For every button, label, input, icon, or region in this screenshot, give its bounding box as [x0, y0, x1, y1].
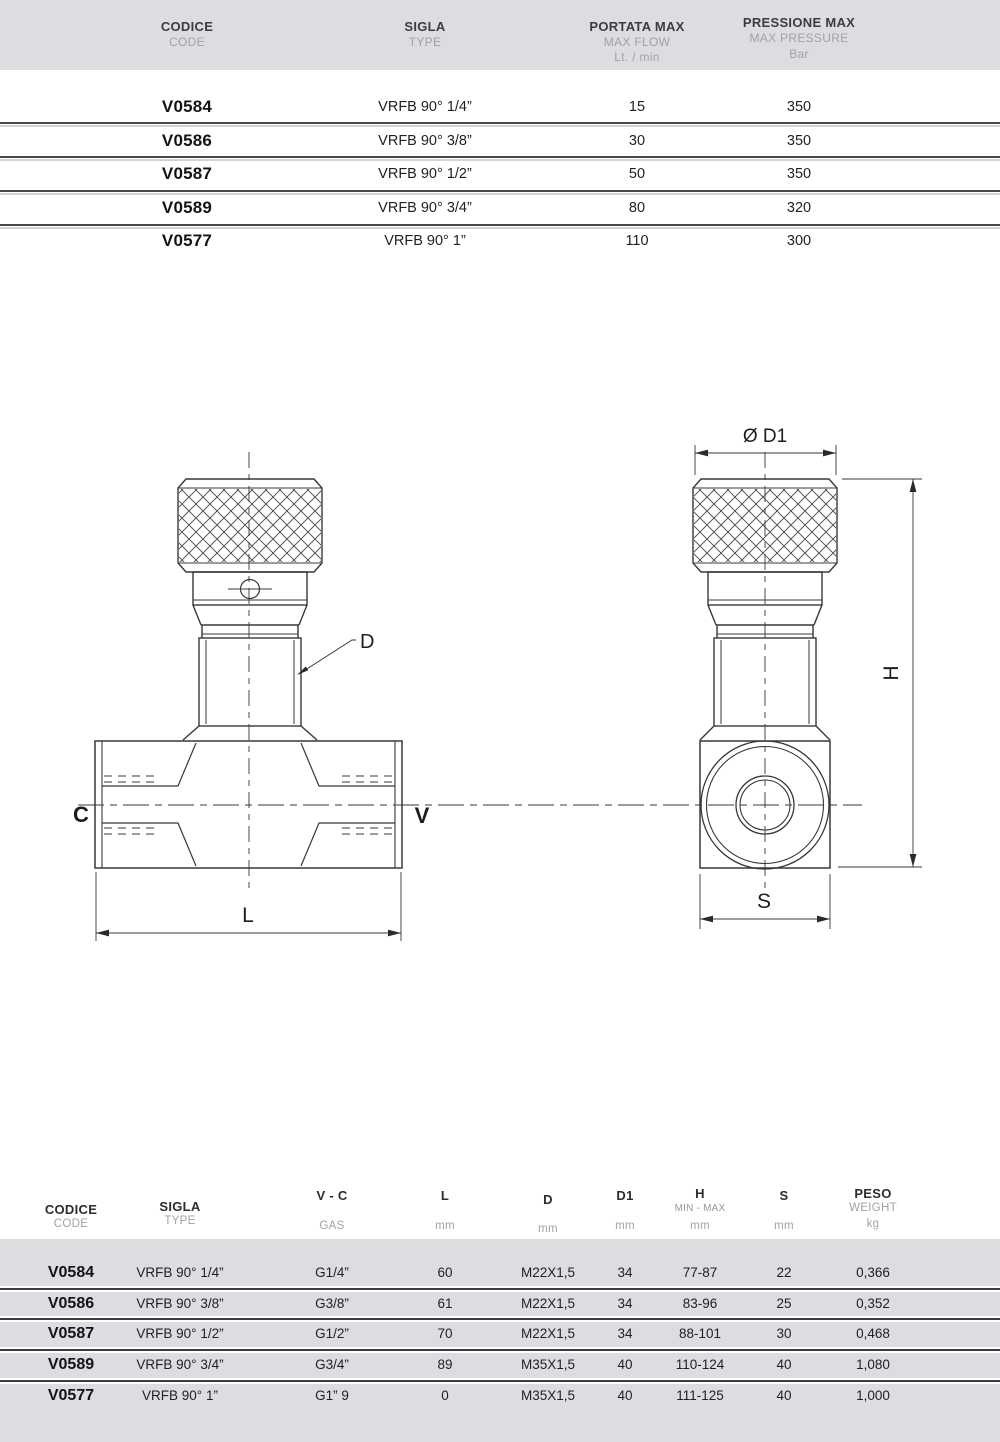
- gas-cell: G3/8”: [315, 1296, 349, 1311]
- bcol-h-mm: mm: [690, 1220, 710, 1232]
- d-cell: M22X1,5: [520, 1326, 576, 1341]
- type-cell: VRFB 90° 1/2”: [136, 1326, 224, 1341]
- h-cell: 110-124: [675, 1357, 725, 1372]
- row-separator-line: [0, 1349, 1000, 1351]
- h-cell: 88-101: [678, 1326, 722, 1341]
- d1-cell: 34: [617, 1296, 633, 1311]
- table-row: [0, 231, 1000, 251]
- col-header-pressione: PRESSIONE MAX: [742, 15, 856, 30]
- pressure-cell: 350: [786, 99, 812, 115]
- weight-cell: 1,080: [856, 1357, 890, 1372]
- d1-cell: 34: [617, 1265, 633, 1280]
- pressure-cell: 350: [786, 133, 812, 149]
- type-cell: VRFB 90° 3/4”: [378, 200, 472, 216]
- type-cell: VRFB 90° 1”: [384, 233, 466, 249]
- type-cell: VRFB 90° 3/8”: [378, 133, 472, 149]
- h-cell: 111-125: [676, 1388, 724, 1403]
- dim-label-l: L: [242, 904, 254, 927]
- code-cell: V0584: [47, 1264, 95, 1281]
- table-row: [0, 198, 1000, 218]
- code-cell: V0586: [47, 1295, 95, 1312]
- h-cell: 77-87: [682, 1265, 718, 1280]
- d1-cell: 34: [617, 1326, 633, 1341]
- flow-cell: 50: [628, 166, 646, 182]
- bcol-type: TYPE: [164, 1215, 196, 1227]
- dim-label-d1: Ø D1: [742, 426, 788, 447]
- l-cell: 0: [441, 1388, 449, 1403]
- bcol-d1-mm: mm: [615, 1220, 635, 1232]
- top-table-header-band: [0, 0, 1000, 70]
- type-cell: VRFB 90° 1/2”: [378, 166, 472, 182]
- dim-label-s: S: [756, 890, 772, 913]
- code-cell: V0584: [161, 97, 213, 116]
- bcol-code: CODE: [53, 1218, 89, 1230]
- bcol-l: L: [440, 1188, 450, 1203]
- dim-label-h: H: [880, 665, 903, 681]
- code-cell: V0589: [47, 1356, 95, 1373]
- d-cell: M35X1,5: [520, 1357, 576, 1372]
- pressure-cell: 300: [786, 233, 812, 249]
- code-cell: V0587: [47, 1325, 95, 1342]
- l-cell: 60: [437, 1265, 453, 1280]
- bcol-h-minmax: MIN - MAX: [674, 1203, 726, 1214]
- s-cell: 22: [776, 1265, 792, 1280]
- table-row: [0, 164, 1000, 184]
- pressure-cell: 350: [786, 166, 812, 182]
- h-cell: 83-96: [682, 1296, 718, 1311]
- type-cell: VRFB 90° 3/8”: [136, 1296, 224, 1311]
- type-cell: VRFB 90° 1/4”: [136, 1265, 224, 1280]
- col-header-portata: PORTATA MAX: [589, 19, 685, 34]
- bcol-d: D: [543, 1192, 553, 1207]
- col-header-codice: CODICE: [160, 19, 214, 34]
- d-cell: M35X1,5: [520, 1388, 576, 1403]
- pressure-cell: 320: [786, 200, 812, 216]
- bcol-peso: PESO: [854, 1186, 892, 1201]
- type-cell: VRFB 90° 3/4”: [136, 1357, 224, 1372]
- port-label-c: C: [73, 802, 89, 827]
- bcol-s-mm: mm: [774, 1220, 794, 1232]
- s-cell: 40: [776, 1357, 792, 1372]
- gas-cell: G1/4”: [315, 1265, 349, 1280]
- l-cell: 70: [437, 1326, 453, 1341]
- row-separator-line: [0, 1380, 1000, 1382]
- bcol-l-mm: mm: [435, 1220, 455, 1232]
- row-separator-line: [0, 1288, 1000, 1290]
- row-separator: [0, 224, 1000, 226]
- col-header-maxpressure: MAX PRESSURE: [749, 31, 849, 45]
- bcol-vc: V - C: [316, 1188, 348, 1203]
- flow-cell: 110: [625, 233, 649, 249]
- type-cell: VRFB 90° 1”: [142, 1388, 218, 1403]
- table-row: [0, 1263, 1000, 1283]
- table-row: [0, 1386, 1000, 1406]
- flow-cell: 15: [628, 99, 646, 115]
- s-cell: 40: [776, 1388, 792, 1403]
- table-row: [0, 1355, 1000, 1375]
- flow-cell: 30: [628, 133, 646, 149]
- table-row: [0, 97, 1000, 117]
- weight-cell: 0,468: [856, 1326, 890, 1341]
- bcol-weight: WEIGHT: [849, 1202, 897, 1214]
- table-row: [0, 131, 1000, 151]
- row-separator-line: [0, 1318, 1000, 1320]
- col-header-type: TYPE: [408, 35, 442, 49]
- row-separator: [0, 156, 1000, 158]
- bcol-d-mm: mm: [538, 1223, 558, 1235]
- dim-label-d: D: [360, 631, 375, 653]
- col-header-ltmin: Lt. / min: [614, 50, 660, 64]
- row-separator: [0, 190, 1000, 192]
- row-separator: [0, 122, 1000, 124]
- bcol-codice: CODICE: [44, 1202, 98, 1217]
- bcol-s: S: [779, 1188, 789, 1203]
- l-cell: 61: [437, 1296, 453, 1311]
- col-header-code: CODE: [169, 35, 205, 49]
- gas-cell: G1/2”: [315, 1326, 349, 1341]
- table-row: [0, 1294, 1000, 1314]
- code-cell: V0577: [161, 231, 213, 250]
- col-header-maxflow: MAX FLOW: [603, 35, 671, 49]
- gas-cell: G1” 9: [315, 1388, 349, 1403]
- col-header-sigla: SIGLA: [404, 19, 446, 34]
- d1-cell: 40: [617, 1357, 633, 1372]
- bcol-kg: kg: [866, 1218, 880, 1230]
- weight-cell: 1,000: [856, 1388, 890, 1403]
- d1-cell: 40: [617, 1388, 633, 1403]
- bcol-d1: D1: [616, 1188, 634, 1203]
- d-cell: M22X1,5: [520, 1265, 576, 1280]
- code-cell: V0587: [161, 164, 213, 183]
- col-header-bar: Bar: [789, 47, 809, 61]
- code-cell: V0586: [161, 131, 213, 150]
- bcol-gas: GAS: [319, 1220, 345, 1232]
- code-cell: V0577: [47, 1387, 95, 1404]
- flow-cell: 80: [628, 200, 646, 216]
- port-label-v: V: [414, 803, 430, 828]
- type-cell: VRFB 90° 1/4”: [378, 99, 472, 115]
- bcol-sigla: SIGLA: [159, 1199, 201, 1214]
- weight-cell: 0,352: [856, 1296, 890, 1311]
- gas-cell: G3/4”: [315, 1357, 349, 1372]
- s-cell: 25: [776, 1296, 792, 1311]
- s-cell: 30: [776, 1326, 792, 1341]
- code-cell: V0589: [161, 198, 213, 217]
- d-cell: M22X1,5: [520, 1296, 576, 1311]
- l-cell: 89: [437, 1357, 453, 1372]
- bcol-h: H: [695, 1186, 705, 1201]
- weight-cell: 0,366: [856, 1265, 890, 1280]
- table-row: [0, 1324, 1000, 1344]
